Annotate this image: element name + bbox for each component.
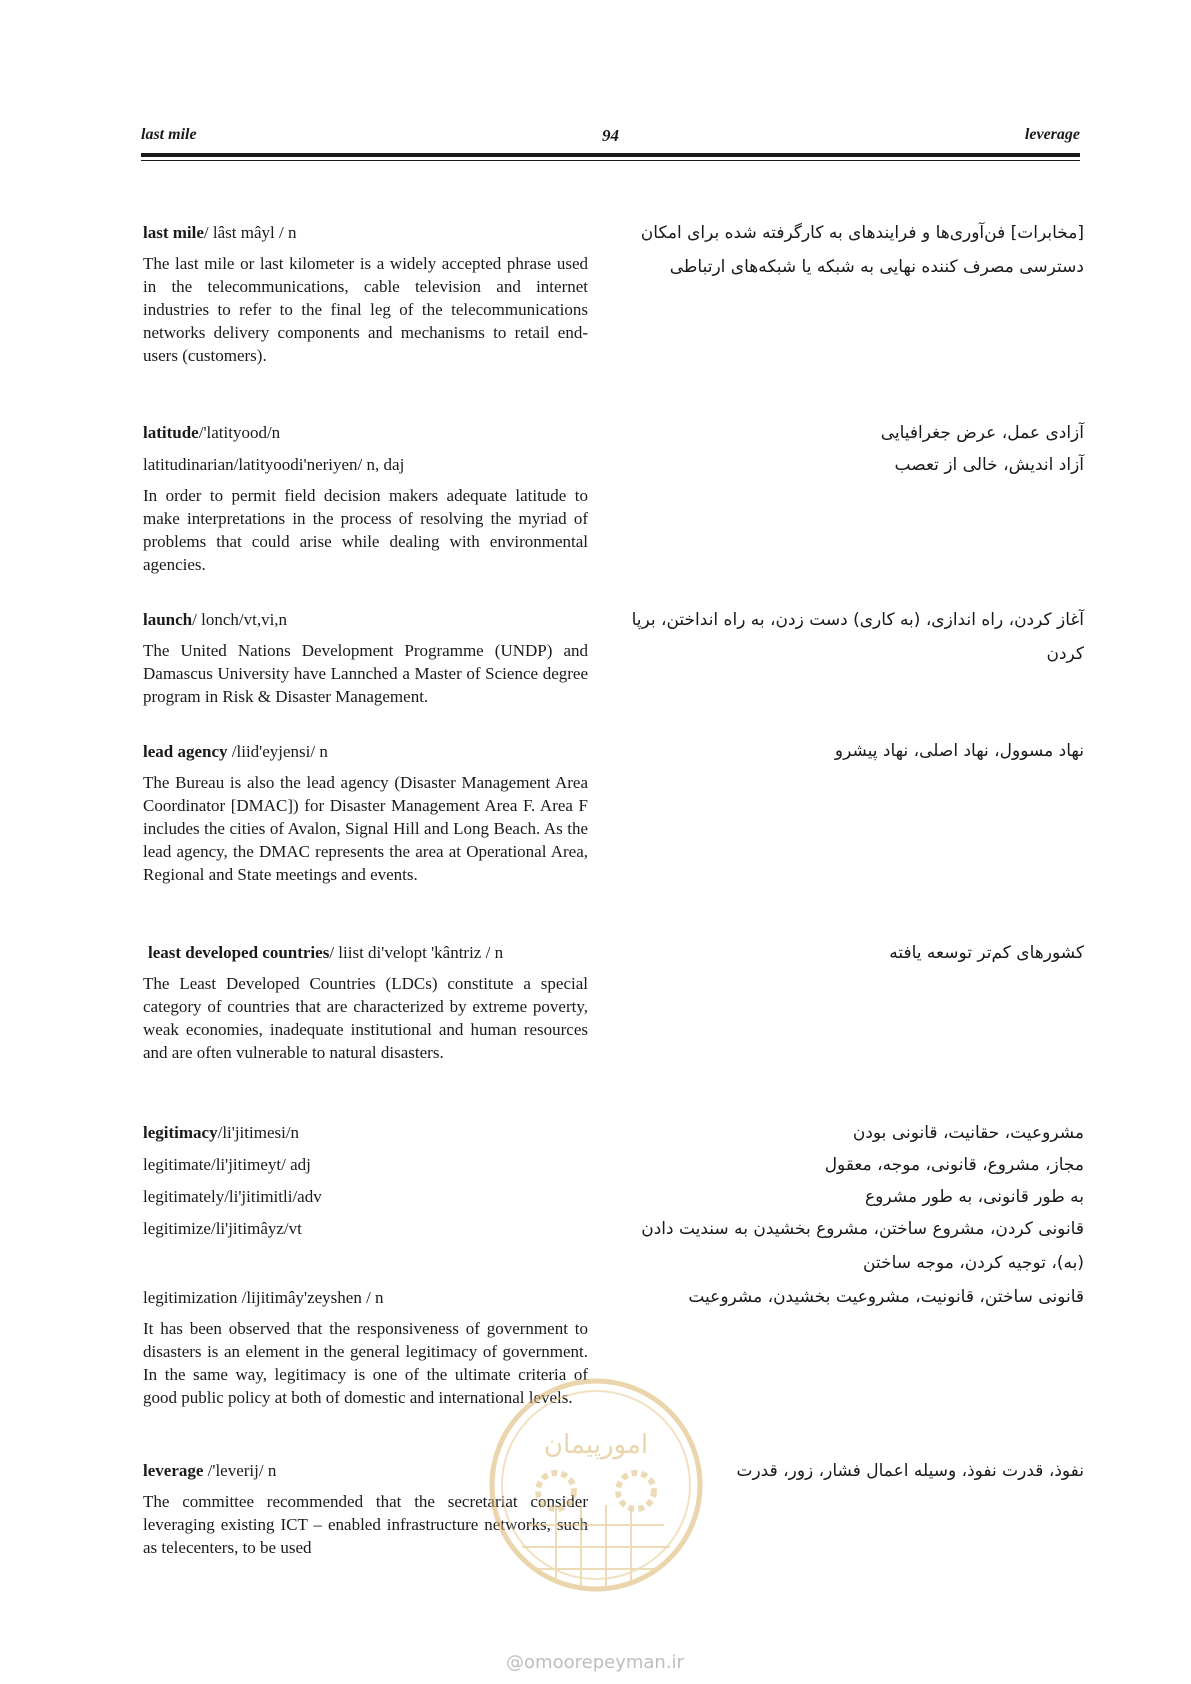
persian-legitimately: به طور قانونی، به طور مشروع — [865, 1187, 1084, 1207]
definition: The Least Developed Countries (LDCs) constitute a special category of countries that are characterized by extreme poverty, weak economies, inadequate institutional and human resources and are often vulnerable to natural disasters. — [143, 974, 588, 1062]
pronunciation: / lâst mâyl / n — [203, 223, 297, 242]
page-number: 94 — [602, 126, 619, 145]
headword: launch — [143, 610, 193, 629]
entry-least-developed-countries — [143, 942, 588, 1064]
sub-entry: latitudinarian/latityoodi'neriyen/ n, daj — [143, 455, 405, 474]
sub-entry: legitimize/li'jitimâyz/vt — [143, 1219, 302, 1238]
definition: It has been observed that the responsiveness of government to disasters is an element in the general legitimacy of government. In the same way, legitimacy is one of the ultimate criteria of good public policy at both of domestic and international levels. — [143, 1319, 588, 1407]
pronunciation: / liist di'velopt 'kântriz / n — [329, 943, 504, 962]
entry-head — [143, 422, 588, 444]
pronunciation: / lonch/vt,vi,n — [192, 610, 288, 629]
persian-legitimate: مجاز، مشروع، قانونی، موجه، معقول — [824, 1155, 1084, 1175]
entry-head — [143, 609, 588, 631]
watermark-site: @omoorepeyman.ir — [506, 1652, 684, 1673]
headword: least developed countries — [148, 943, 330, 962]
persian-least-developed-countries: کشورهای کم‌تر توسعه یافته — [889, 943, 1084, 963]
sub-entry: legitimate/li'jitimeyt/ adj — [143, 1155, 311, 1174]
entry-launch — [143, 609, 588, 708]
watermark-logo — [486, 1375, 706, 1595]
persian-legitimize: قانونی کردن، مشروع ساختن، مشروع بخشیدن به سندیت دادن (به)، توجیه کردن، موجه ساختن — [641, 1219, 1084, 1273]
persian-last-mile: [مخابرات] فن‌آوری‌ها و فرایندهای به کارگرفته شده برای امکان دسترسی مصرف کننده نهایی به شبکه یا شبکه‌های ارتباطی — [640, 223, 1084, 277]
definition: In order to permit field decision makers adequate latitude to make interpretations in the process of resolving the myriad of problems that could arise while dealing with environmental agencies. — [143, 486, 588, 574]
entry-head — [143, 741, 588, 763]
headword: lead agency — [143, 742, 228, 761]
header-first-term: last mile — [141, 126, 197, 143]
persian-legitimization: قانونی ساختن، قانونیت، مشروعیت بخشیدن، مشروعیت — [688, 1287, 1084, 1307]
persian-latitude: آزادی عمل، عرض جغرافیایی — [880, 423, 1084, 443]
headword: legitimacy — [143, 1123, 218, 1142]
entry-lead-agency — [143, 741, 588, 886]
running-header — [141, 126, 1080, 150]
watermark-logo-text: امورپیمان — [543, 1430, 649, 1460]
persian-launch: آغاز کردن، راه اندازی، (به کاری) دست زدن، به راه انداختن، برپا کردن — [631, 610, 1084, 664]
entry-head — [143, 222, 588, 244]
persian-latitudinarian: آزاد اندیش، خالی از تعصب — [894, 455, 1084, 475]
definition: The committee recommended that the secretariat consider leveraging existing ICT – enabled infrastructure networks, such as telecenters, to be used — [143, 1492, 588, 1557]
definition: The United Nations Development Programme (UNDP) and Damascus University have Lannched a Master of Science degree program in Risk & Disaster Management. — [143, 641, 588, 706]
pronunciation: /'leverij/ n — [203, 1461, 277, 1480]
persian-leverage: نفوذ، قدرت نفوذ، وسیله اعمال فشار، زور، قدرت — [736, 1461, 1084, 1481]
header-rule-thin — [141, 160, 1080, 161]
definition: The Bureau is also the lead agency (Disaster Management Area Coordinator [DMAC]) for Disaster Management Area F. Area F includes the cities of Avalon, Signal Hill and Long Beach. As the lead agency, the DMAC represents the area at Operational Area, Regional and State meetings and events. — [143, 773, 588, 884]
header-last-term: leverage — [1024, 126, 1080, 143]
headword: leverage — [143, 1461, 204, 1480]
entry-head — [143, 1122, 588, 1144]
entry-last-mile — [143, 222, 588, 367]
pronunciation: /'latityood/n — [198, 423, 281, 442]
headword: last mile — [143, 223, 204, 242]
sub-entry: legitimately/li'jitimitli/adv — [143, 1187, 322, 1206]
pronunciation: /li'jitimesi/n — [217, 1123, 300, 1142]
sub-entry: legitimization /lijitimây'zeyshen / n — [143, 1288, 384, 1307]
header-rule-thick — [141, 153, 1080, 157]
persian-lead-agency: نهاد مسوول، نهاد اصلی، نهاد پیشرو — [834, 741, 1084, 761]
entry-legitimacy — [143, 1122, 588, 1409]
headword: latitude — [143, 423, 199, 442]
entry-latitude — [143, 422, 588, 576]
pronunciation: /liid'eyjensi/ n — [227, 742, 328, 761]
persian-legitimacy: مشروعیت، حقانیت، قانونی بودن — [852, 1123, 1084, 1143]
definition: The last mile or last kilometer is a widely accepted phrase used in the telecommunications, cable television and internet industries to refer to the final leg of the telecommunications networks delivery components and mechanisms to retail end-users (customers). — [143, 254, 588, 365]
entry-head — [143, 942, 588, 964]
